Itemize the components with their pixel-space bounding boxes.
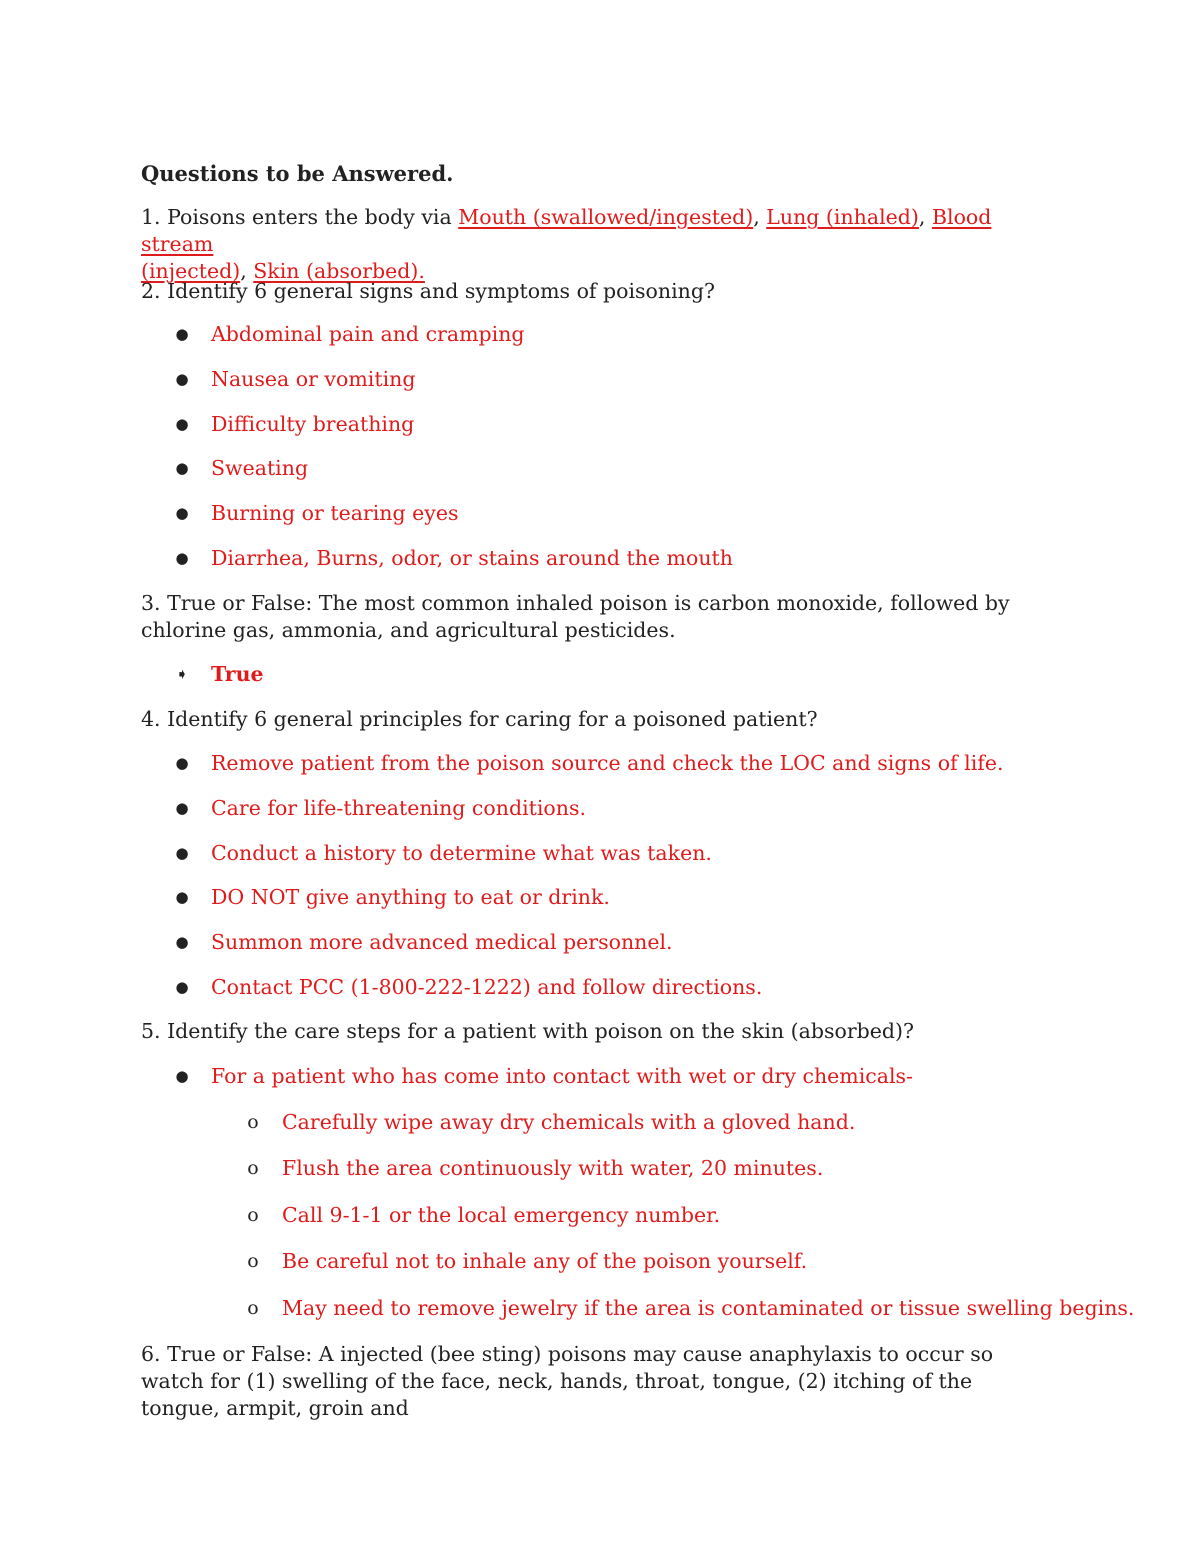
sub-list-item: Call 9-1-1 or the local emergency number. [282,1203,721,1227]
sub-list-item: May need to remove jewelry if the area is contaminated or tissue swelling begins. [282,1296,1135,1320]
bullet: ● [175,799,189,817]
sub-bullet: o [247,1111,259,1133]
answer-skin: Skin (absorbed). [253,259,425,283]
sub-bullet: o [247,1297,259,1319]
question-1: 1. Poisons enters the body via Mouth (swallowed/ingested), Lung (inhaled), Blood stream (injected), Skin (absorbed). [141,205,992,283]
bullet: ● [175,978,189,996]
list-item: DO NOT give anything to eat or drink. [211,885,610,909]
sub-bullet: o [247,1157,259,1179]
answer-mouth: Mouth (swallowed/ingested) [458,205,754,229]
question-2-prompt: 2. Identify 6 general signs and symptoms of poisoning? [141,279,715,303]
list-item: Sweating [211,456,309,480]
sub-bullet: o [247,1204,259,1226]
question-4-prompt: 4. Identify 6 general principles for caring for a poisoned patient? [141,707,818,731]
sub-list-item: Be careful not to inhale any of the poison yourself. [282,1249,808,1273]
bullet: ● [175,933,189,951]
list-item: Conduct a history to determine what was taken. [211,841,712,865]
answer-lung: Lung (inhaled) [766,205,919,229]
arrow-bullet-icon: ➧ [175,665,189,683]
answer-blood-stream: Blood stream [141,205,992,256]
bullet: ● [175,459,189,477]
sub-list-item: Flush the area continuously with water, 20 minutes. [282,1156,824,1180]
bullet: ● [175,844,189,862]
list-item: Diarrhea, Burns, odor, or stains around the mouth [211,546,733,570]
bullet: ● [175,415,189,433]
question-5-prompt: 5. Identify the care steps for a patient with poison on the skin (absorbed)? [141,1019,915,1043]
list-item: Summon more advanced medical personnel. [211,930,673,954]
page-title: Questions to be Answered. [141,161,454,186]
sub-list-item: Carefully wipe away dry chemicals with a gloved hand. [282,1110,856,1134]
bullet: ● [175,325,189,343]
bullet: ● [175,370,189,388]
list-item: Difficulty breathing [211,412,415,436]
answer-true: True [211,662,264,686]
answer-injected: (injected) [141,259,241,283]
bullet: ● [175,888,189,906]
question-6-prompt: 6. True or False: A injected (bee sting) poisons may cause anaphylaxis to occur so watch for (1) swelling of the face, neck, hands, throat, tongue, (2) itching of the tongue, armpit, groin and [141,1342,994,1420]
question-3-prompt: 3. True or False: The most common inhaled poison is carbon monoxide, followed by chlorine gas, ammonia, and agricultural pesticides. [141,591,1010,642]
list-item: For a patient who has come into contact with wet or dry chemicals- [211,1064,913,1088]
bullet: ● [175,504,189,522]
list-item: Nausea or vomiting [211,367,416,391]
sub-bullet: o [247,1250,259,1272]
bullet: ● [175,549,189,567]
bullet: ● [175,1067,189,1085]
list-item: Care for life-threatening conditions. [211,796,587,820]
list-item: Abdominal pain and cramping [211,322,525,346]
question-1-prompt: 1. Poisons enters the body via [141,205,459,229]
list-item: Contact PCC (1-800-222-1222) and follow directions. [211,975,763,999]
list-item: Burning or tearing eyes [211,501,459,525]
bullet: ● [175,754,189,772]
list-item: Remove patient from the poison source and check the LOC and signs of life. [211,751,1004,775]
